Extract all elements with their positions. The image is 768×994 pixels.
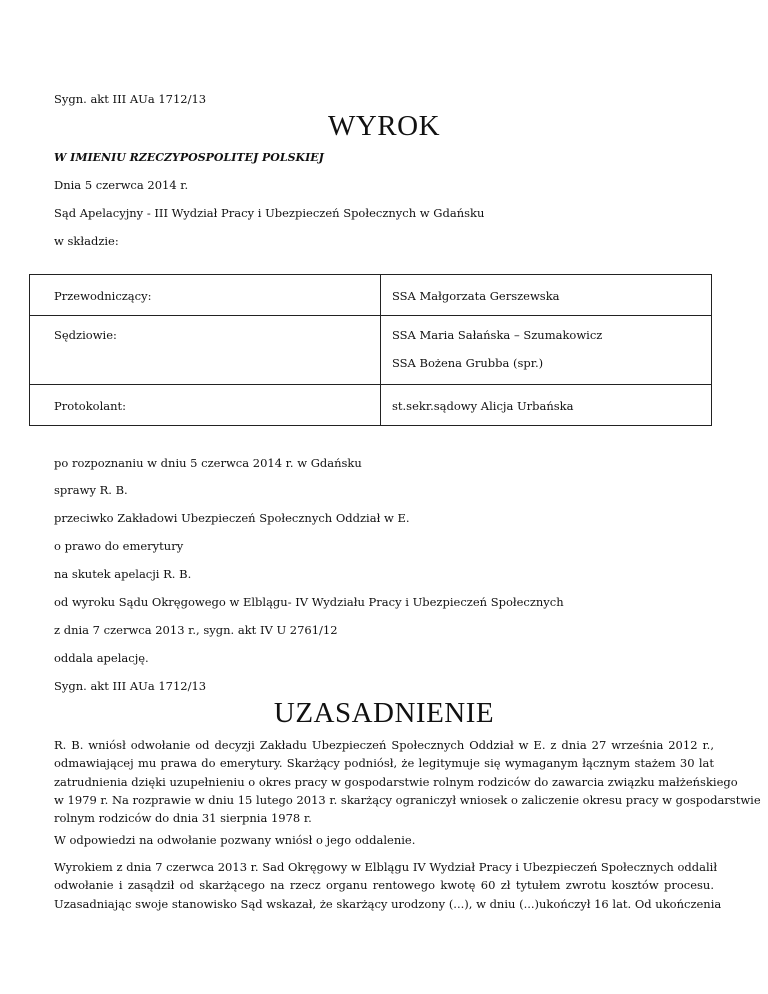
paragraph-line: odwołanie i zasądził od skarżącego na rzecz organu rentowego kwotę 60 zł tytułem zwrotu kosztów procesu. <box>54 878 714 893</box>
judgment-date: Dnia 5 czerwca 2014 r. <box>54 178 189 192</box>
case-subject: o prawo do emerytury <box>54 539 184 553</box>
court-name: Sąd Apelacyjny - III Wydział Pracy i Ubezpieczeń Społecznych w Gdańsku <box>54 206 485 220</box>
justification-paragraph-3 <box>54 858 722 913</box>
case-reference-top: Sygn. akt III AUa 1712/13 <box>54 92 207 106</box>
document-subtitle: W IMIENIU RZECZYPOSPOLITEJ POLSKIEJ <box>54 151 324 164</box>
paragraph-line: R. B. wniósł odwołanie od decyzji Zakładu Ubezpieczeń Społecznych Oddział w E. z dnia 27 września 2012 r., <box>54 738 714 752</box>
opposing-party: przeciwko Zakładowi Ubezpieczeń Społecznych Oddział w E. <box>54 511 410 525</box>
paragraph-line: zatrudnienia dzięki uzupełnieniu o okres pracy w gospodarstwie rolnym rodziców do zawarcia związku małżeńskiego <box>54 774 738 789</box>
ruling: oddala apelację. <box>54 651 149 665</box>
chair-value: SSA Małgorzata Gerszewska <box>392 289 560 303</box>
judges-label: Sędziowie: <box>54 328 117 342</box>
clerk-label: Protokolant: <box>54 399 127 413</box>
paragraph-line: Uzasadniając swoje stanowisko Sąd wskazał, że skarżący urodzony (...), w dniu (...)ukończył 16 lat. Od ukończenia <box>54 896 722 911</box>
table-row-judges <box>30 316 711 385</box>
hearing-details: po rozpoznaniu w dniu 5 czerwca 2014 r. w Gdańsku <box>54 456 362 470</box>
appeal-basis: na skutek apelacji R. B. <box>54 567 192 581</box>
justification-paragraph-1 <box>54 736 761 827</box>
justification-title: UZASADNIENIE <box>273 697 495 729</box>
composition-label: w składzie: <box>54 234 119 248</box>
case-reference-bottom: Sygn. akt III AUa 1712/13 <box>54 679 207 693</box>
paragraph-line: Wyrokiem z dnia 7 czerwca 2013 r. Sad Okręgowy w Elblągu IV Wydział Pracy i Ubezpieczeń Społecznych oddalił <box>54 860 718 874</box>
lower-court-date: z dnia 7 czerwca 2013 r., sygn. akt IV U 2761/12 <box>54 623 338 637</box>
paragraph-line: odmawiającej mu prawa do emerytury. Skarżący podniósł, że legitymuje się wymaganym łącznym stażem 30 lat <box>54 756 714 771</box>
document-title: WYROK <box>327 110 441 142</box>
paragraph-line: rolnym rodziców do dnia 31 sierpnia 1978 r. <box>54 811 312 826</box>
justification-paragraph-2 <box>54 831 714 849</box>
clerk-value: st.sekr.sądowy Alicja Urbańska <box>392 399 574 413</box>
table-row-clerk <box>30 385 711 426</box>
case-party: sprawy R. B. <box>54 483 128 497</box>
table-row-chair <box>30 275 711 316</box>
paragraph-line: W odpowiedzi na odwołanie pozwany wniósł o jego oddalenie. <box>54 833 416 847</box>
court-composition-table <box>29 274 712 426</box>
paragraph-line: w 1979 r. Na rozprawie w dniu 15 lutego 2013 r. skarżący ograniczył wniosek o zaliczenie okresu pracy w gospodarstwie <box>54 792 761 807</box>
lower-court-judgment: od wyroku Sądu Okręgowego w Elblągu- IV Wydziału Pracy i Ubezpieczeń Społecznych <box>54 595 564 609</box>
judge-1: SSA Maria Sałańska – Szumakowicz <box>392 328 603 342</box>
judge-2: SSA Bożena Grubba (spr.) <box>392 356 544 370</box>
chair-label: Przewodniczący: <box>54 289 152 303</box>
